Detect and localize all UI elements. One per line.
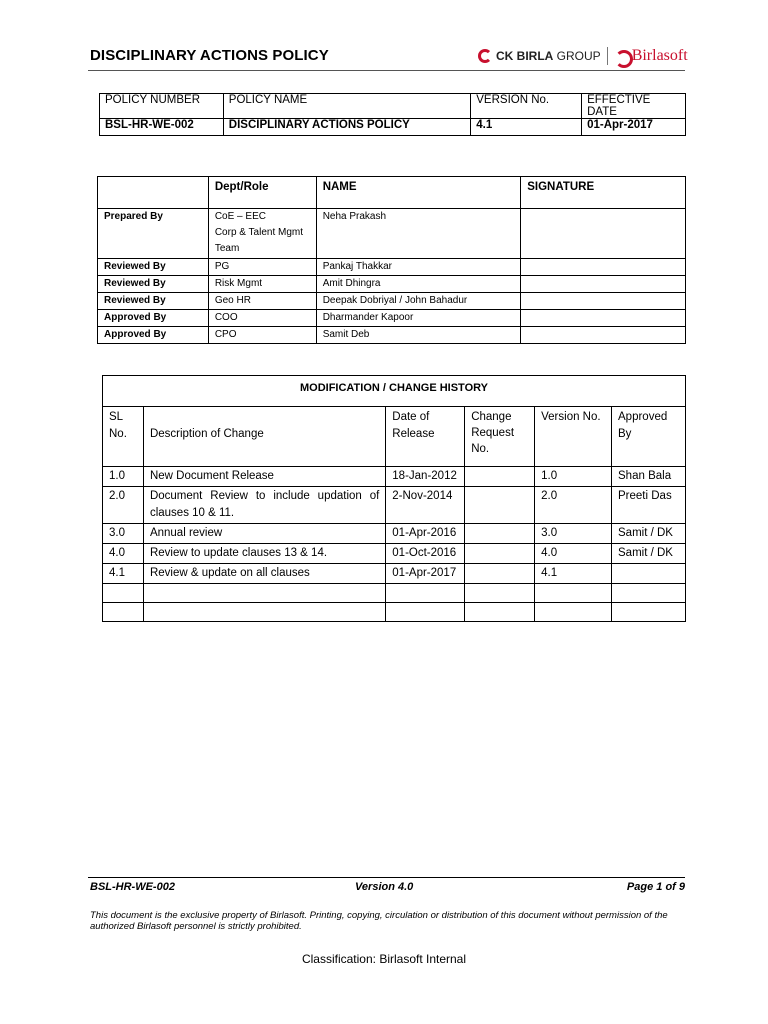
policy-header-cell: POLICY NAME — [223, 94, 470, 119]
policy-header-cell: POLICY NUMBER — [100, 94, 224, 119]
change-history-table — [102, 375, 686, 622]
approval-role: Prepared By — [98, 209, 209, 259]
approval-name: Pankaj Thakkar — [316, 259, 521, 276]
approval-row — [98, 276, 686, 293]
approval-header-cell: Dept/Role — [208, 177, 316, 209]
birlasoft-logo: Birlasoft — [614, 47, 688, 65]
version-header: Version No. — [535, 407, 612, 467]
history-description: Review & update on all clauses — [143, 564, 385, 584]
policy-value-row — [100, 119, 686, 136]
history-date: 2-Nov-2014 — [386, 487, 465, 524]
description-header: Description of Change — [143, 407, 385, 467]
sl-no-header: SL No. — [103, 407, 144, 467]
logo-divider — [607, 47, 608, 65]
history-date: 01-Apr-2017 — [386, 564, 465, 584]
history-version: 4.0 — [535, 544, 612, 564]
empty-cell — [612, 584, 686, 603]
history-cr — [465, 524, 535, 544]
approval-dept: COO — [208, 310, 316, 327]
empty-cell — [465, 584, 535, 603]
empty-cell — [143, 603, 385, 622]
history-approved: Preeti Das — [612, 487, 686, 524]
approval-signature — [521, 276, 686, 293]
approval-name: Neha Prakash — [316, 209, 521, 259]
history-date: 01-Oct-2016 — [386, 544, 465, 564]
history-sl: 4.1 — [103, 564, 144, 584]
change-history-title: MODIFICATION / CHANGE HISTORY — [103, 376, 686, 407]
approval-role: Reviewed By — [98, 259, 209, 276]
header-divider — [88, 70, 685, 71]
history-sl: 1.0 — [103, 467, 144, 487]
empty-cell — [103, 584, 144, 603]
policy-header-cell: EFFECTIVE DATE — [582, 94, 686, 119]
history-row — [103, 524, 686, 544]
ck-birla-mark-icon — [478, 49, 492, 63]
approval-header-row — [98, 177, 686, 209]
history-cr — [465, 564, 535, 584]
approval-role: Reviewed By — [98, 293, 209, 310]
approval-name: Samit Deb — [316, 327, 521, 344]
approval-signature — [521, 327, 686, 344]
history-description: Review to update clauses 13 & 14. — [143, 544, 385, 564]
change-history-header-row — [103, 407, 686, 467]
effective-date: 01-Apr-2017 — [582, 119, 686, 136]
birlasoft-mark-icon — [614, 49, 629, 64]
approval-dept: CPO — [208, 327, 316, 344]
history-description: Annual review — [143, 524, 385, 544]
approval-signature — [521, 310, 686, 327]
approval-signature — [521, 209, 686, 259]
change-history-title-row — [103, 376, 686, 407]
history-empty-row — [103, 584, 686, 603]
policy-header-row — [100, 94, 686, 119]
ck-birla-group-logo: CK BIRLA GROUP — [478, 49, 601, 63]
change-request-header: Change Request No. — [465, 407, 535, 467]
approval-row — [98, 293, 686, 310]
approval-name: Dharmander Kapoor — [316, 310, 521, 327]
history-row — [103, 544, 686, 564]
approval-row — [98, 209, 686, 259]
document-title: DISCIPLINARY ACTIONS POLICY — [90, 47, 329, 64]
history-row — [103, 467, 686, 487]
policy-header-cell: VERSION No. — [471, 94, 582, 119]
approval-role: Reviewed By — [98, 276, 209, 293]
footer-version: Version 4.0 — [355, 881, 414, 893]
approved-by-header: Approved By — [612, 407, 686, 467]
approval-dept: PG — [208, 259, 316, 276]
approval-name: Deepak Dobriyal / John Bahadur — [316, 293, 521, 310]
history-approved: Shan Bala — [612, 467, 686, 487]
policy-info-table — [99, 93, 686, 136]
footer-page-number: Page 1 of 9 — [626, 881, 685, 893]
empty-cell — [612, 603, 686, 622]
history-date: 18-Jan-2012 — [386, 467, 465, 487]
history-cr — [465, 544, 535, 564]
history-sl: 4.0 — [103, 544, 144, 564]
history-sl: 2.0 — [103, 487, 144, 524]
history-approved: Samit / DK — [612, 524, 686, 544]
company-logo — [478, 45, 688, 67]
classification-label: Classification: Birlasoft Internal — [301, 952, 467, 966]
history-sl: 3.0 — [103, 524, 144, 544]
footer-divider — [88, 877, 685, 878]
footer-confidentiality-note: This document is the exclusive property of Birlasoft. Printing, copying, circulation or distribution of this document without permission of the authorized Birlasoft personnel is strictly prohibited. — [90, 910, 668, 932]
approval-row — [98, 259, 686, 276]
history-row — [103, 487, 686, 524]
policy-version: 4.1 — [471, 119, 582, 136]
empty-cell — [143, 584, 385, 603]
release-date-header: Date of Release — [386, 407, 465, 467]
policy-name: DISCIPLINARY ACTIONS POLICY — [223, 119, 470, 136]
empty-cell — [465, 603, 535, 622]
history-approved — [612, 564, 686, 584]
history-cr — [465, 467, 535, 487]
empty-cell — [103, 603, 144, 622]
history-version: 4.1 — [535, 564, 612, 584]
approval-role: Approved By — [98, 327, 209, 344]
approval-signature — [521, 293, 686, 310]
empty-cell — [386, 603, 465, 622]
approval-table — [97, 176, 686, 344]
approval-role: Approved By — [98, 310, 209, 327]
approval-signature — [521, 259, 686, 276]
history-approved: Samit / DK — [612, 544, 686, 564]
approval-header-cell: NAME — [316, 177, 521, 209]
history-version: 2.0 — [535, 487, 612, 524]
history-empty-row — [103, 603, 686, 622]
history-row — [103, 564, 686, 584]
approval-dept: Geo HR — [208, 293, 316, 310]
history-cr — [465, 487, 535, 524]
policy-number: BSL-HR-WE-002 — [100, 119, 224, 136]
history-description: New Document Release — [143, 467, 385, 487]
approval-dept: Risk Mgmt — [208, 276, 316, 293]
history-date: 01-Apr-2016 — [386, 524, 465, 544]
history-version: 3.0 — [535, 524, 612, 544]
footer-doc-id: BSL-HR-WE-002 — [90, 881, 175, 893]
approval-header-cell: SIGNATURE — [521, 177, 686, 209]
approval-row — [98, 310, 686, 327]
approval-dept: CoE – EEC Corp & Talent Mgmt Team — [208, 209, 316, 259]
approval-header-cell — [98, 177, 209, 209]
history-version: 1.0 — [535, 467, 612, 487]
history-description: Document Review to include updation of clauses 10 & 11. — [143, 487, 385, 524]
approval-name: Amit Dhingra — [316, 276, 521, 293]
empty-cell — [386, 584, 465, 603]
empty-cell — [535, 603, 612, 622]
empty-cell — [535, 584, 612, 603]
approval-row — [98, 327, 686, 344]
